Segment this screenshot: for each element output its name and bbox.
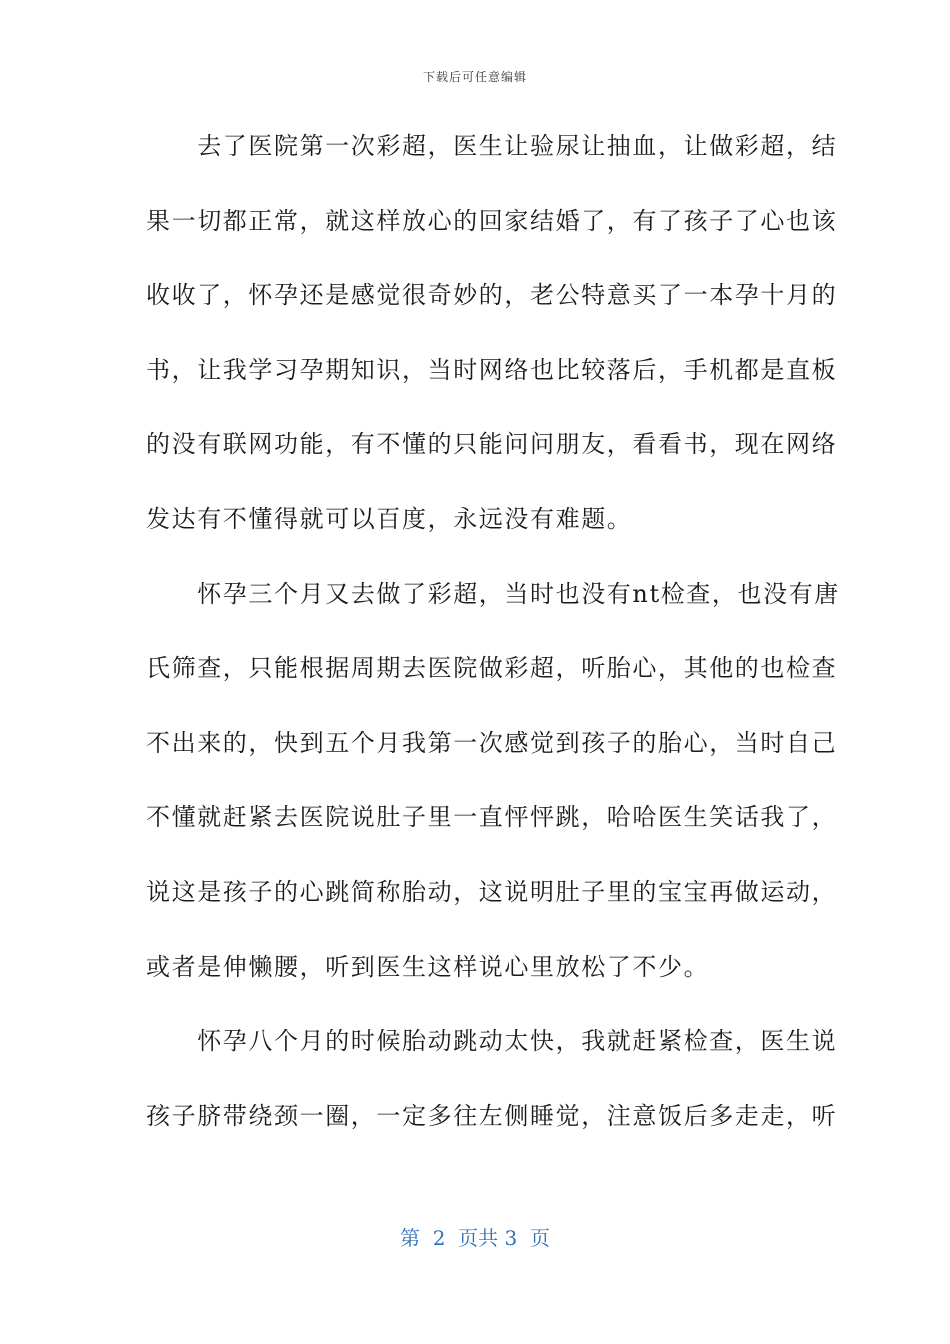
text-line: 孩子脐带绕颈一圈，一定多往左侧睡觉，注意饭后多走走，听 xyxy=(146,1101,838,1130)
text-line: 怀孕八个月的时候胎动跳动太快，我就赶紧检查，医生说 xyxy=(146,1027,838,1056)
text-line: 或者是伸懒腰，听到医生这样说心里放松了不少。 xyxy=(146,952,710,981)
text-line: 去了医院第一次彩超，医生让验尿让抽血，让做彩超，结 xyxy=(146,132,838,160)
text-line: 收收了，怀孕还是感觉很奇妙的，老公特意买了一本孕十月的 xyxy=(146,281,838,310)
text-line: 说这是孩子的心跳简称胎动，这说明肚子里的宝宝再做运动， xyxy=(146,877,838,906)
header-note: 下载后可任意编辑 xyxy=(422,70,527,84)
text-line: 书，让我学习孕期知识，当时网络也比较落后，手机都是直板 xyxy=(146,355,838,384)
text-line: 发达有不懂得就可以百度，永远没有难题。 xyxy=(146,504,633,533)
text-line: 不出来的，快到五个月我第一次感觉到孩子的胎心，当时自己 xyxy=(146,728,838,757)
document-body xyxy=(146,118,840,1162)
text-line: 怀孕三个月又去做了彩超，当时也没有nt检查，也没有唐 xyxy=(146,579,840,608)
text-line: 果一切都正常，就这样放心的回家结婚了，有了孩子了心也该 xyxy=(146,206,838,235)
text-line: 的没有联网功能，有不懂的只能问问朋友，看看书，现在网络 xyxy=(146,430,838,459)
text-line: 氏筛查，只能根据周期去医院做彩超，听胎心，其他的也检查 xyxy=(146,654,838,683)
text-line: 不懂就赶紧去医院说肚子里一直怦怦跳，哈哈医生笑话我了， xyxy=(146,803,838,832)
page-number-footer: 第 2 页共 3 页 xyxy=(400,1226,550,1250)
